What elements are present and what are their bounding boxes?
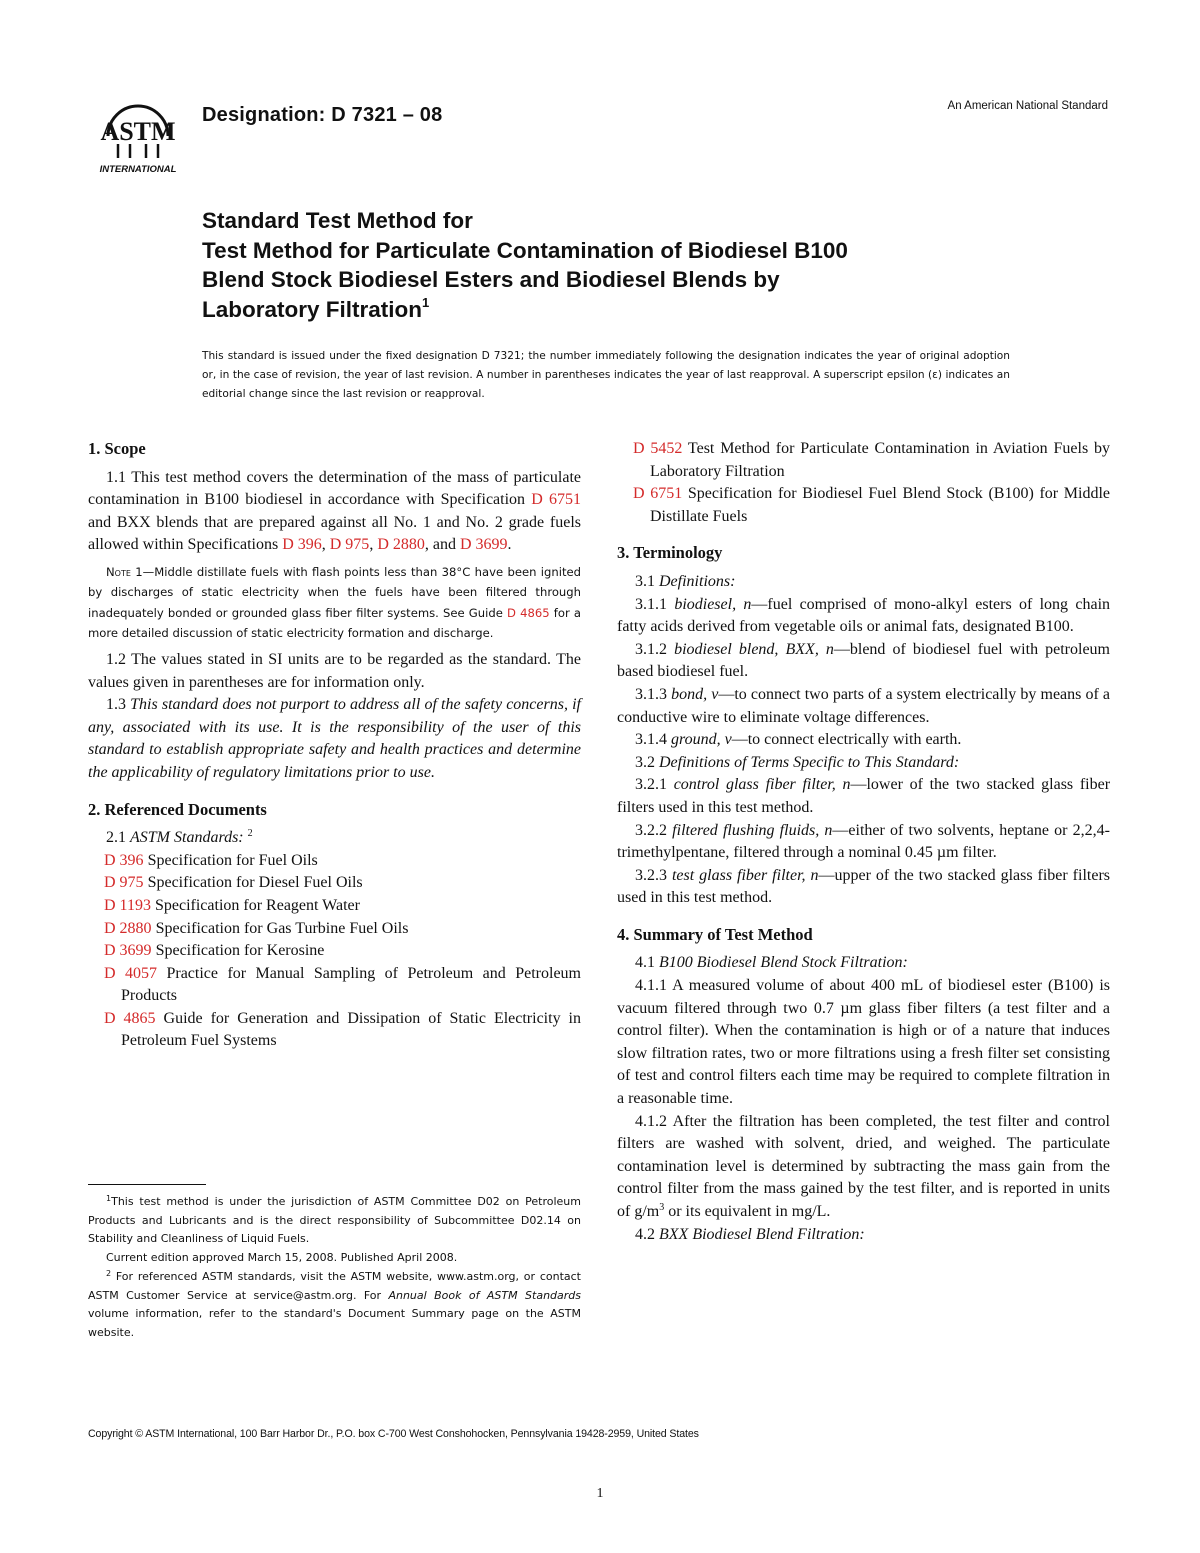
summary-4-1: 4.1 B100 Biodiesel Blend Stock Filtration: — [635, 954, 908, 972]
summary-4-1-2: 4.1.2 After the filtration has been completed, the test filter and control filters are washed with solvent, dried, and weighed. The particulate contamination level is determined by subtracting the mass gain from the control filter from the mass gained by the test filter, and is reported in units of $g/m^3$ or its equivalent in mg/L. — [617, 1112, 1110, 1220]
footnotes — [88, 1193, 581, 1343]
footnote-1-edition: Current edition approved March 15, 2008. Published April 2008. — [106, 1251, 458, 1265]
ref-item: D 1193 Specification for Reagent Water — [104, 896, 360, 914]
link-d2880[interactable]: D 2880 — [377, 536, 425, 554]
ref-link[interactable]: D 975 — [104, 874, 144, 892]
designation: Designation: D 7321 – 08 — [202, 104, 443, 126]
title-line-3: Blend Stock Biodiesel Esters and Biodiesel Blends by — [202, 267, 780, 292]
ref-item: D 2880 Specification for Gas Turbine Fuel Oils — [104, 919, 409, 937]
left-column — [88, 438, 581, 1053]
national-standard-label: An American National Standard — [947, 100, 1108, 112]
ref-item: D 6751 Specification for Biodiesel Fuel Blend Stock (B100) for Middle Distillate Fuels — [633, 485, 1110, 525]
ref-link[interactable]: D 6751 — [633, 485, 683, 503]
term-3-1: 3.1 Definitions: — [635, 572, 736, 590]
ref-link[interactable]: D 3699 — [104, 942, 152, 960]
scope-1-1: 1.1 This test method covers the determination of the mass of particulate contamination in B100 biodiesel in accordance with Specification D 6751 and BXX blends that are prepared against all No. 1 and No. 2 grade fuels allowed within Specifications D 396, D 975, D 2880, and D 3699. — [88, 468, 582, 554]
ref-item: D 975 Specification for Diesel Fuel Oils — [104, 874, 363, 892]
ref-item: D 4865 Guide for Generation and Dissipation of Static Electricity in Petroleum Fuel Systems — [104, 1009, 581, 1050]
link-d6751[interactable]: D 6751 — [531, 491, 582, 509]
ref-link[interactable]: D 4865 — [104, 1009, 156, 1027]
term-3-2-3: 3.2.3 test glass fiber filter, n—upper of the two stacked glass fiber filters used in this test method. — [617, 866, 1111, 907]
terminology-heading: 3. Terminology — [617, 543, 723, 563]
term-3-1-1: 3.1.1 biodiesel, n—fuel comprised of mono-alkyl esters of long chain fatty acids derived from vegetable oils or animal fats, designated B100. — [617, 595, 1111, 636]
scope-1-3: 1.3 This standard does not purport to address all of the safety concerns, if any, associated with its use. It is the responsibility of the user of this standard to establish appropriate safety and health practices and determine the applicability of regulatory limitations prior to use. — [88, 696, 582, 781]
link-d975[interactable]: D 975 — [329, 536, 370, 554]
referenced-heading: 2. Referenced Documents — [88, 799, 267, 819]
ref-item: D 3699 Specification for Kerosine — [104, 942, 325, 960]
term-3-2: 3.2 Definitions of Terms Specific to This Standard: — [635, 753, 960, 771]
summary-heading: 4. Summary of Test Method — [617, 924, 813, 944]
scope-1-2: 1.2 The values stated in SI units are to be regarded as the standard. The values given in parentheses are for information only. — [88, 650, 581, 691]
page-number: 1 — [596, 1486, 604, 1501]
right-column — [617, 438, 1110, 1246]
astm-standards-label: 2.1 ASTM Standards: $^2$ — [106, 828, 253, 847]
summary-4-2: 4.2 BXX Biodiesel Blend Filtration: — [635, 1225, 865, 1243]
scope-heading: 1. Scope — [88, 439, 146, 458]
title-footnote-mark: 1 — [422, 294, 430, 310]
term-3-1-3: 3.1.3 bond, v—to connect two parts of a system electrically by means of a conductive wire to eliminate voltage differences. — [617, 685, 1111, 726]
issuance-statement: This standard is issued under the fixed designation D 7321; the number immediately following the designation indicates the year of original adoption or, in the case of revision, the year of last revision. A number in parentheses indicates the year of last reapproval. A superscript epsilon (ε) indicates an editorial change since the last revision or reapproval. — [202, 350, 1010, 400]
copyright-line: Copyright © ASTM International, 100 Barr Harbor Dr., P.O. box C-700 West Conshohocken, Pennsylvania 19428-2959, United States — [88, 1428, 699, 1440]
title-line-4: Laboratory Filtration$^1$ — [202, 294, 430, 322]
ref-link[interactable]: D 2880 — [104, 919, 152, 937]
link-d4865[interactable]: D 4865 — [507, 605, 550, 620]
ref-link[interactable]: D 396 — [104, 851, 144, 869]
astm-logo — [88, 96, 188, 176]
term-3-1-4: 3.1.4 ground, v—to connect electrically with earth. — [635, 731, 962, 749]
ref-link[interactable]: D 4057 — [104, 964, 158, 982]
ref-item: D 396 Specification for Fuel Oils — [104, 851, 318, 869]
logo-text: ASTM — [100, 117, 176, 146]
ref-link[interactable]: D 1193 — [104, 896, 151, 914]
ref-item: D 5452 Test Method for Particulate Contamination in Aviation Fuels by Laboratory Filtration — [633, 440, 1110, 480]
term-3-2-2: 3.2.2 filtered flushing fluids, n—either of two solvents, heptane or 2,2,4-trimethylpentane, filtered through a nominal 0.45 µm filter. — [617, 821, 1110, 862]
document-title — [202, 206, 1102, 324]
footnote-divider — [88, 1184, 206, 1185]
footnote-2: $^2$ For referenced ASTM standards, visit the ASTM website, www.astm.org, or contact ASTM Customer Service at service@astm.org. For Annual Book of ASTM Standards volume information, refer to the standard's Document Summary page on the ASTM website. — [88, 1268, 581, 1339]
footnote-1: $^1$This test method is under the jurisdiction of ASTM Committee D02 on Petroleum Products and Lubricants and is the direct responsibility of Subcommittee D02.14 on Stability and Cleanliness of Liquid Fuels. — [88, 1194, 581, 1246]
link-d396[interactable]: D 396 — [282, 536, 322, 554]
ref-link[interactable]: D 5452 — [633, 440, 683, 457]
logo-subtext: INTERNATIONAL — [99, 164, 177, 175]
link-d3699[interactable]: D 3699 — [459, 536, 508, 554]
term-3-1-2: 3.1.2 biodiesel blend, BXX, n—blend of biodiesel fuel with petroleum based biodiesel fuel. — [617, 640, 1110, 681]
title-line-2: Test Method for Particulate Contamination of Biodiesel B100 — [202, 237, 848, 263]
summary-4-1-1: 4.1.1 A measured volume of about 400 mL of biodiesel ester (B100) is vacuum filtered through two 0.7 µm glass fiber filters (a test filter and a control filter). When the contamination is high or of a nature that induces slow filtration rates, two or more filtrations using a fresh filter set consisting of test and control filters each time may be required to complete filtration in a reasonable time. — [617, 977, 1110, 1108]
note-1: Note 1—Middle distillate fuels with flash points less than 38°C have been ignited by discharges of static electricity when the fuels have been filtered through inadequately bonded or grounded glass fiber filter systems. See Guide D 4865 for a more detailed discussion of static electricity formation and discharge. — [88, 564, 581, 641]
term-3-2-1: 3.2.1 control glass fiber filter, n—lower of the two stacked glass fiber filters used in this test method. — [617, 776, 1111, 816]
ref-item: D 4057 Practice for Manual Sampling of Petroleum and Petroleum Products — [104, 964, 581, 1005]
title-line-1: Standard Test Method for — [202, 208, 473, 233]
